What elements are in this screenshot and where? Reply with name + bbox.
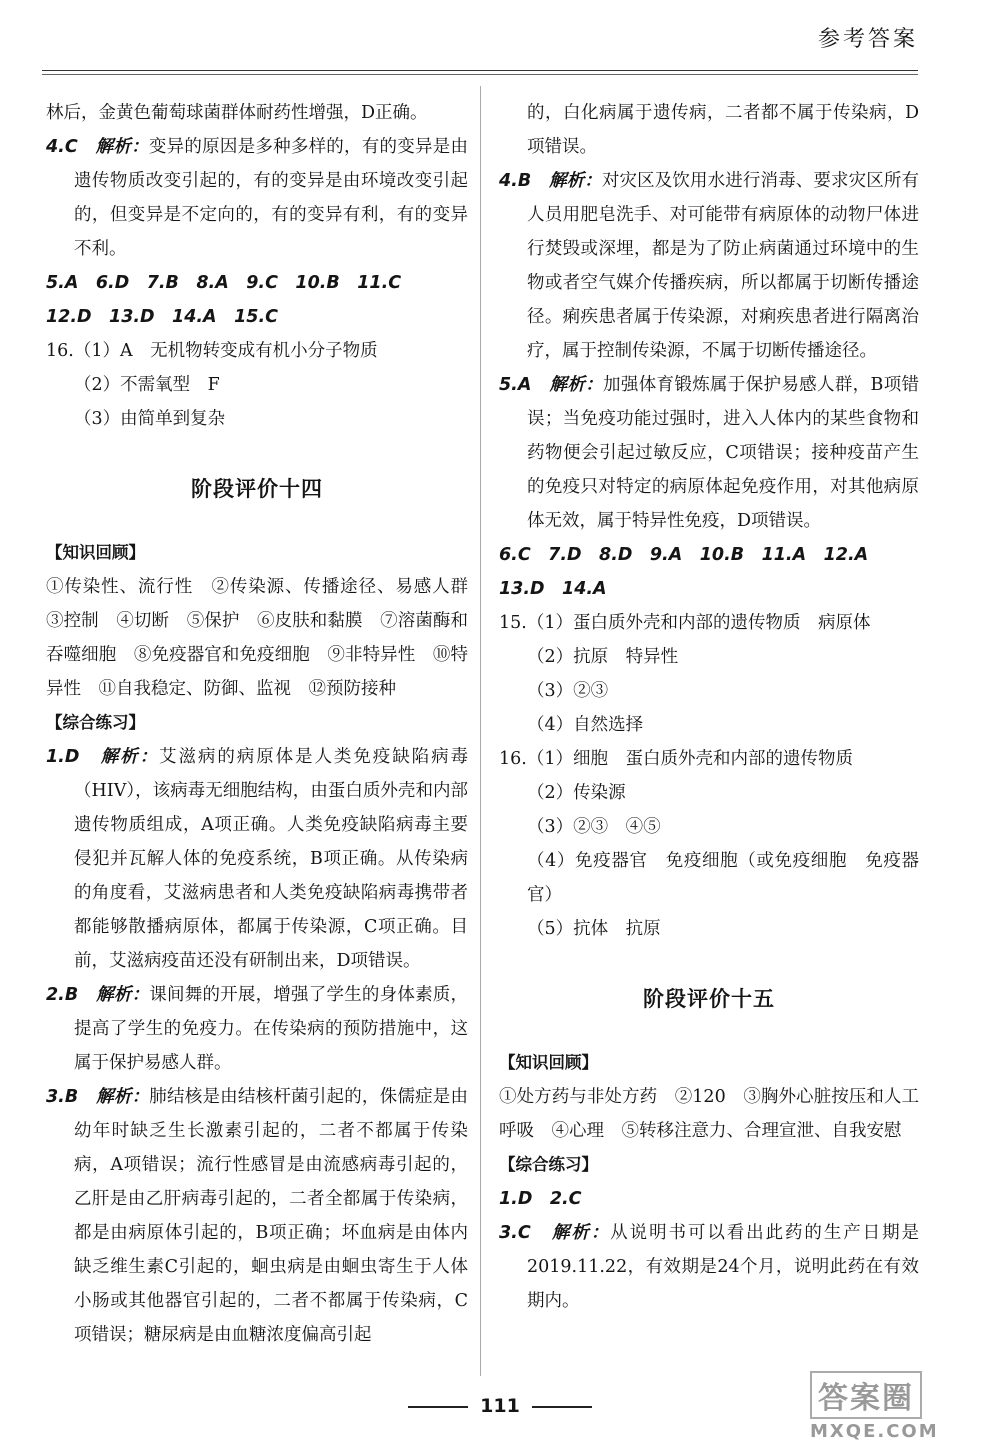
answer-item-16-3: （3）②③ ④⑤ [527, 817, 661, 837]
section-header-practice: 【综合练习】 [499, 1155, 598, 1174]
section-header-practice: 【综合练习】 [46, 713, 145, 732]
answer-item-5 [499, 368, 919, 538]
answer-number: 4.C [46, 137, 78, 157]
answer-number: 1.D [46, 747, 80, 767]
answer-item-16-2: （2）传染源 [527, 783, 626, 803]
answer-line [46, 266, 468, 300]
answer-item-16-5: （5）抗体 抗原 [527, 919, 661, 939]
answer-line [499, 538, 919, 572]
answer-number: 5.A [499, 375, 532, 395]
left-column [46, 96, 486, 1352]
answer-item-16-4: （4）免疫器官 免疫细胞（或免疫细胞 免疫器官） [527, 851, 919, 905]
analysis-label: 解析： [549, 375, 604, 395]
answer-number: 2.B [46, 985, 79, 1005]
analysis-label: 解析： [548, 171, 602, 191]
analysis-label: 解析： [552, 1223, 611, 1243]
section-title: 阶段评价十四 [191, 477, 323, 501]
answer-line [46, 300, 468, 334]
answer-item-2 [46, 978, 468, 1080]
answer-item-16-1: 16.（1）A 无机物转变成有机小分子物质 [46, 341, 378, 361]
answer-item-3 [499, 1216, 919, 1318]
analysis-text: 加强体育锻炼属于保护易感人群，B项错误；当免疫功能过强时，进入人体内的某些食物和药物便会引起过敏反应，C项错误；接种疫苗产生的免疫只对特定的病原体起免疫作用，对其他病原体无效，属于特异性免疫，D项错误。 [527, 375, 920, 531]
analysis-label: 解析： [100, 747, 160, 767]
section-title: 阶段评价十五 [643, 987, 775, 1011]
paragraph: 林后，金黄色葡萄球菌群体耐药性增强，D正确。 [46, 103, 428, 123]
watermark-text: 答案圈 [810, 1371, 922, 1419]
answer-list: 5.A 6.D 7.B 8.A 9.C 10.B 11.C [46, 273, 402, 293]
answer-item-16-2: （2）不需氧型 F [74, 375, 220, 395]
analysis-label: 解析： [95, 137, 149, 157]
analysis-text: 肺结核是由结核杆菌引起的，侏儒症是由幼年时缺乏生长激素引起的，二者不都属于传染病，A项错误；流行性感冒是由流感病毒引起的，乙肝是由乙肝病毒引起的，二者全都属于传染病，都是由病原体引起的，B项正确；坏血病是由体内缺乏维生素C引起的，蛔虫病是由蛔虫寄生于人体小肠或其他器官引起的，二者不都属于传染病，C项错误；糖尿病是由血糖浓度偏高引起 [74, 1087, 469, 1345]
answer-list: 6.C 7.D 8.D 9.A 10.B 11.A 12.A [499, 545, 869, 565]
answer-list: 12.D 13.D 14.A 15.C [46, 307, 278, 327]
answer-line [499, 1182, 919, 1216]
header-title: 参考答案 [817, 27, 918, 52]
answer-number: 3.C [499, 1223, 531, 1243]
section-header-review: 【知识回顾】 [499, 1053, 598, 1072]
answer-item-15-4: （4）自然选择 [527, 715, 644, 735]
footer-ornament-left [408, 1406, 468, 1408]
header-rule-secondary [42, 74, 918, 75]
review-text: ①处方药与非处方药 ②120 ③胸外心脏按压和人工呼吸 ④心理 ⑤转移注意力、合理宣泄、自我安慰 [499, 1087, 919, 1141]
page-number: 111 [480, 1395, 520, 1417]
answer-item-4 [46, 130, 468, 266]
analysis-text: 变异的原因是多种多样的，有的变异是由遗传物质改变引起的，有的变异是由环境改变引起的，但变异是不定向的，有的变异有利，有的变异不利。 [74, 137, 469, 259]
paragraph: 的，白化病属于遗传病，二者都不属于传染病，D项错误。 [527, 103, 919, 157]
section-header-review: 【知识回顾】 [46, 543, 145, 562]
review-text: ①传染性、流行性 ②传染源、传播途径、易感人群 ③控制 ④切断 ⑤保护 ⑥皮肤和黏膜 ⑦溶菌酶和吞噬细胞 ⑧免疫器官和免疫细胞 ⑨非特异性 ⑩特异性 ⑪自我稳定、防御、监视 ⑫预防接种 [46, 577, 486, 699]
analysis-label: 解析： [96, 985, 150, 1005]
column-divider [480, 86, 481, 1376]
analysis-text: 艾滋病的病原体是人类免疫缺陷病毒（HIV），该病毒无细胞结构，由蛋白质外壳和内部遗传物质组成，A项正确。人类免疫缺陷病毒主要侵犯并瓦解人体的免疫系统，B项正确。从传染病的角度看，艾滋病患者和人类免疫缺陷病毒携带者都能够散播病原体，都属于传染源，C项正确。目前，艾滋病疫苗还没有研制出来，D项错误。 [74, 747, 469, 971]
answer-item-15-1: 15.（1）蛋白质外壳和内部的遗传物质 病原体 [499, 613, 871, 633]
answer-item-16-3: （3）由简单到复杂 [74, 409, 226, 429]
answer-number: 4.B [499, 171, 532, 191]
answer-item-15-3: （3）②③ [527, 681, 609, 701]
analysis-text: 课间舞的开展，增强了学生的身体素质，提高了学生的免疫力。在传染病的预防措施中，这属于保护易感人群。 [74, 985, 469, 1073]
analysis-label: 解析： [96, 1087, 150, 1107]
watermark-url: MXQE.COM [810, 1421, 939, 1442]
answer-list: 13.D 14.A [499, 579, 607, 599]
answer-list: 1.D 2.C [499, 1189, 582, 1209]
answer-item-15-2: （2）抗原 特异性 [527, 647, 679, 667]
footer-ornament-right [532, 1406, 592, 1408]
analysis-text: 对灾区及饮用水进行消毒、要求灾区所有人员用肥皂洗手、对可能带有病原体的动物尸体进行焚毁或深埋，都是为了防止病菌通过环境中的生物或者空气媒介传播疾病，所以都属于切断传播途径。痢疾患者属于传染源，对痢疾患者进行隔离治疗，属于控制传染源，不属于切断传播途径。 [527, 171, 920, 361]
header-rule [42, 70, 918, 71]
answer-item-3 [46, 1080, 468, 1352]
answer-line [499, 572, 919, 606]
answer-number: 3.B [46, 1087, 79, 1107]
answer-item-16-1: 16.（1）细胞 蛋白质外壳和内部的遗传物质 [499, 749, 853, 769]
answer-item-4 [499, 164, 919, 368]
analysis-text: 从说明书可以看出此药的生产日期是2019.11.22，有效期是24个月，说明此药在有效期内。 [527, 1223, 920, 1311]
watermark-logo [810, 1371, 980, 1441]
answer-item-1 [46, 740, 468, 978]
right-column [499, 96, 919, 1318]
